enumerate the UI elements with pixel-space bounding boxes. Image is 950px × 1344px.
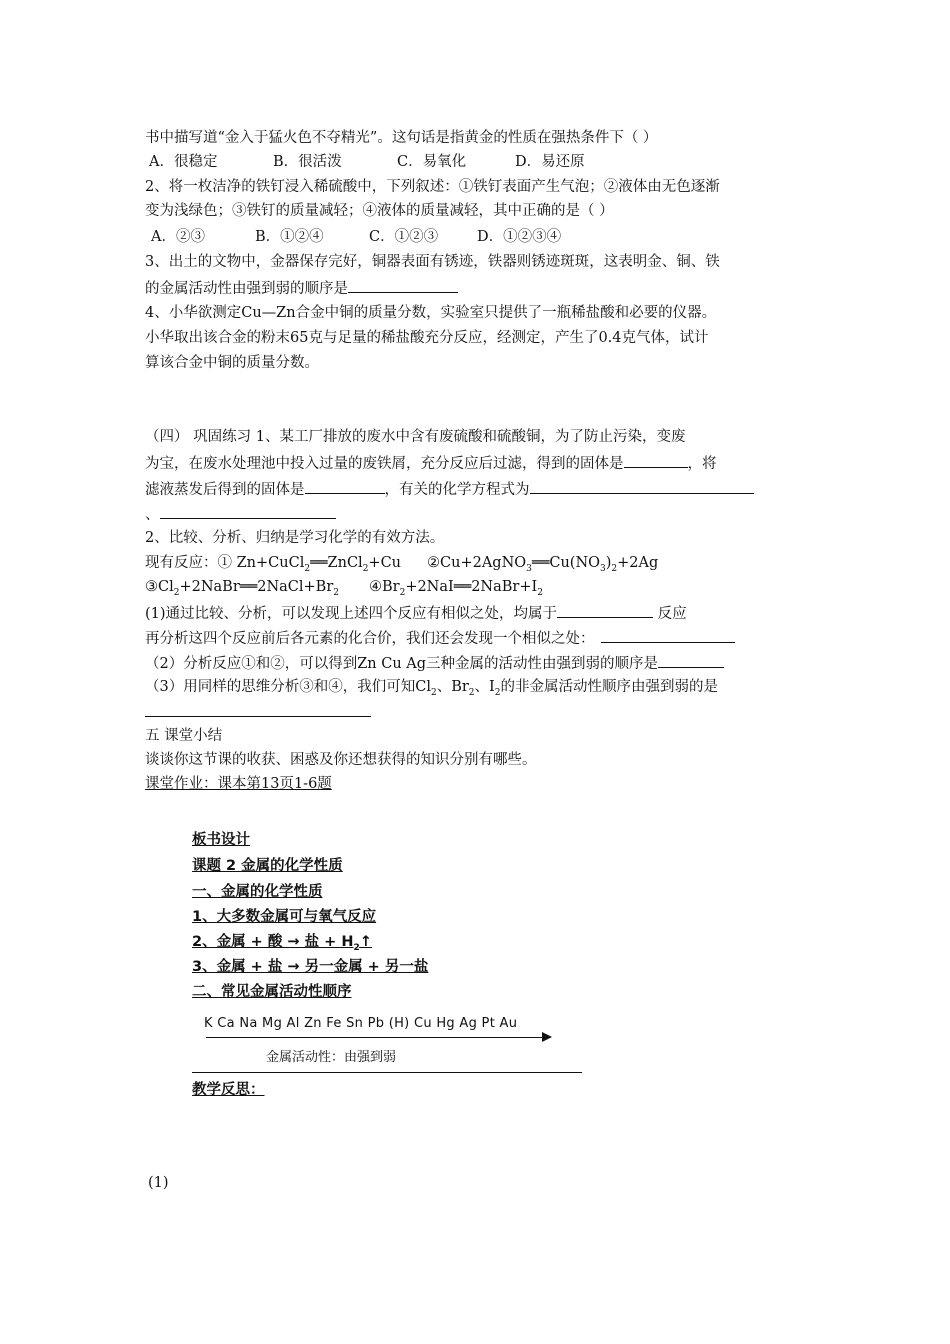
reflection-label: 教学反思：: [192, 1082, 265, 1098]
q2-line1: 2、将一枚洁净的铁钉浸入稀硫酸中，下列叙述：①铁钉表面产生气泡；②液体由无色逐渐: [145, 179, 720, 195]
activity-series: K Ca Na Mg Al Zn Fe Sn Pb (H) Cu Hg Ag Pt Au: [204, 1016, 518, 1031]
reaction-1: [217, 555, 402, 574]
section4-line4: [145, 502, 336, 526]
q2-option-a: A．②③: [151, 229, 205, 245]
activity-arrow-line: [206, 1037, 546, 1038]
q2-option-b: B．①②④: [255, 229, 324, 245]
q2-option-d: D．①②③④: [477, 229, 562, 245]
sub: 2: [333, 587, 339, 598]
sub: 2: [173, 587, 180, 598]
reaction-type-blank[interactable]: [557, 601, 653, 618]
sub: 2: [304, 563, 311, 574]
board-title: 板书设计: [192, 832, 250, 848]
p2-a3-d: 的非金属活动性顺序由强到弱的是: [500, 679, 718, 695]
sub: 2: [353, 942, 360, 953]
p2-a1: [145, 601, 687, 625]
p2-a1-text: (1)通过比较、分析，可以发现上述四个反应有相似之处，均属于: [145, 606, 558, 622]
p2-a1c: [145, 626, 735, 650]
sub: 2: [430, 687, 437, 698]
section4-line2: [145, 451, 717, 475]
reactions-intro: 现有反应：: [145, 555, 218, 571]
board-item-3: 3、金属 + 盐 → 另一金属 + 另一盐: [192, 959, 429, 975]
reaction-2-d: +2Ag: [617, 555, 659, 571]
reaction-3-a: ③Cl: [145, 579, 174, 595]
sub: 2: [362, 563, 369, 574]
activity-label: 金属活动性：由强到弱: [266, 1050, 397, 1065]
section4-line3-text: 滤液蒸发后得到的固体是: [145, 482, 305, 498]
sub: 2: [468, 687, 475, 698]
q3-line1: 3、出土的文物中，金器保存完好，铜器表面有锈迹，铁器则锈迹斑斑，这表明金、铜、铁: [145, 254, 720, 270]
p2-a2: [145, 651, 724, 675]
section5-line1: 谈谈你这节课的收获、困惑及你还想获得的知识分别有哪些。: [145, 752, 537, 768]
section4-line3: [145, 477, 754, 501]
board-lesson: 课题 2 金属的化学性质: [192, 858, 343, 874]
homework: 课堂作业：课本第13页1-6题: [145, 776, 332, 792]
q3-line2-text: 的金属活动性由强到弱的顺序是: [145, 281, 348, 297]
equation-blank-2[interactable]: [160, 502, 336, 519]
q1-text: 书中描写道“金入于猛火色不夺精光”。这句话是指黄金的性质在强热条件下（ ）: [145, 130, 658, 146]
sub: 3: [600, 563, 606, 574]
reaction-2-c: ): [605, 555, 612, 571]
reaction-2-b: ══Cu(NO: [531, 555, 601, 571]
board-heading-1: 一、金属的化学性质: [192, 884, 323, 900]
filtrate-solid-blank[interactable]: [305, 477, 385, 494]
p2-line1: 2、比较、分析、归纳是学习化学的有效方法。: [145, 530, 445, 546]
p2-a1c-text: 再分析这四个反应前后各元素的化合价，我们还会发现一个相似之处：: [145, 631, 595, 647]
reaction-1-a: ① Zn+CuCl: [217, 555, 305, 571]
reaction-4-a: ④Br: [368, 579, 400, 595]
board-item-2: [192, 930, 372, 953]
reaction-4-b: +2NaI══2NaBr+I: [405, 579, 538, 595]
q2-options: [145, 226, 561, 248]
p2-a3-b: 、Br: [436, 679, 469, 695]
reaction-1-b: ══ZnCl: [310, 555, 363, 571]
p2-a1-tail: 反应: [657, 606, 687, 622]
reaction-2: [427, 555, 659, 574]
q4-line3: 算该合金中铜的质量分数。: [145, 355, 319, 371]
board-item-1: 1、大多数金属可与氧气反应: [192, 909, 377, 925]
q4-line1: 4、小华欲测定Cu—Zn合金中铜的质量分数，实验室只提供了一瓶稀盐酸和必要的仪器。: [145, 305, 717, 321]
section4-line1: （四） 巩固练习 1、某工厂排放的废水中含有废硫酸和硫酸铜，为了防止污染，变废: [145, 429, 686, 445]
reaction-3-b: +2NaBr══2NaCl+Br: [179, 579, 334, 595]
section4-line3-mid: ，有关的化学方程式为: [384, 482, 530, 498]
board-design: [192, 826, 592, 1096]
sub: 2: [494, 687, 501, 698]
metal-order-blank[interactable]: [658, 651, 724, 668]
p2-a2-text: （2）分析反应①和②，可以得到Zn Cu Ag三种金属的活动性由强到弱的顺序是: [145, 656, 659, 672]
section4-line2-text: 为宝，在废水处理池中投入过量的废铁屑，充分反应后过滤，得到的固体是: [145, 456, 624, 472]
q1-option-b: B．很活泼: [273, 154, 342, 170]
board-divider: [192, 1072, 582, 1073]
nonmetal-order-blank[interactable]: [145, 700, 371, 717]
q1-option-a: A．很稳定: [149, 154, 218, 170]
q1-options: [145, 151, 585, 173]
reaction-4: [368, 579, 543, 598]
reaction-1-c: +Cu: [368, 555, 402, 571]
q2-line2: 变为浅绿色；③铁钉的质量减轻；④液体的质量减轻，其中正确的是（ ）: [145, 203, 614, 219]
equation-blank-1[interactable]: [530, 477, 754, 494]
sub: 3: [526, 563, 532, 574]
section5-title: 五 课堂小结: [145, 728, 223, 744]
solid-answer-blank[interactable]: [624, 451, 688, 468]
q1-option-c: C．易氧化: [397, 154, 467, 170]
p2-reactions-2: [145, 576, 543, 604]
q4-line2: 小华取出该合金的粉末65克与足量的稀盐酸充分反应，经测定，产生了0.4克气体，试计: [145, 330, 709, 346]
p2-a3-a: （3）用同样的思维分析③和④，我们可知Cl: [145, 679, 431, 695]
reaction-2-a: ②Cu+2AgNO: [427, 555, 527, 571]
page-mark: (1): [148, 1175, 169, 1191]
sub: 2: [537, 587, 543, 598]
board-item-2-text: 2、金属 + 酸 → 盐 + H: [192, 934, 354, 950]
up-arrow-icon: ↑: [359, 934, 372, 950]
reaction-3: [145, 579, 339, 598]
q3-line2: [145, 276, 458, 300]
section4-line2-tail: ，将: [687, 456, 717, 472]
board-heading-2: 二、常见金属活动性顺序: [192, 984, 352, 1000]
p2-a3-c: 、I: [474, 679, 495, 695]
q2-option-c: C．①②③: [369, 229, 439, 245]
q3-answer-blank[interactable]: [348, 276, 458, 293]
sub: 2: [611, 563, 618, 574]
q1-option-d: D．易还原: [515, 154, 585, 170]
arrow-right-icon: [542, 1032, 552, 1042]
similarity-blank[interactable]: [601, 626, 735, 643]
section4-line4-sep: 、: [145, 507, 160, 523]
sub: 2: [399, 587, 406, 598]
p2-a3-blank-line: [145, 700, 371, 724]
